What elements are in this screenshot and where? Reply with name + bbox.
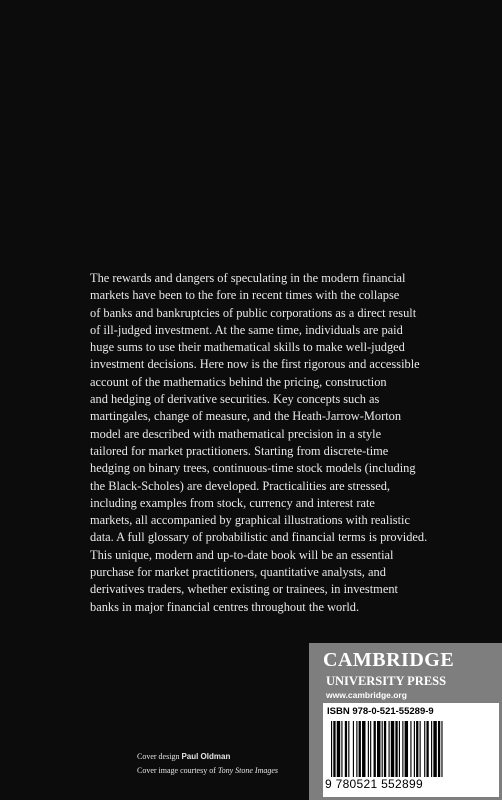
cover-credits [137,750,278,778]
blurb-line: This unique, modern and up-to-date book will be an essential [90,547,394,562]
cover-design-label: Cover design [137,752,180,761]
publisher-panel [309,643,502,800]
blurb-line: the Black-Scholes) are developed. Practicalities are stressed, [90,478,391,493]
isbn-number: ISBN 978-0-521-55289-9 [327,706,434,717]
blurb-line: account of the mathematics behind the pricing, construction [90,374,387,389]
blurb-line: model are described with mathematical precision in a style [90,426,382,441]
blurb-line: markets, all accompanied by graphical illustrations with realistic [90,513,410,528]
cover-designer-name: Paul Oldman [181,752,231,761]
publisher-subtitle: UNIVERSITY PRESS [326,674,447,688]
barcode-digits: 9 780521 552899 [325,777,423,791]
blurb-text [90,270,482,616]
blurb-line: banks in major financial centres throughout the world. [90,599,360,614]
publisher-logo: CAMBRIDGE [323,649,455,671]
blurb-line: markets have been to the fore in recent times with the collapse [90,288,400,303]
barcode-box [323,703,499,797]
blurb-line: of banks and bankruptcies of public corporations as a direct result [90,305,417,320]
cover-image-source: Tony Stone Images [217,766,279,775]
cover-design-credit [137,750,278,764]
blurb-line: derivatives traders, whether existing or trainees, in investment [90,582,398,597]
blurb-line: and hedging of derivative securities. Key concepts such as [90,392,380,407]
blurb-line: hedging on binary trees, continuous-time stock models (including [90,461,416,476]
blurb-line: martingales, change of measure, and the Heath-Jarrow-Morton [90,409,402,424]
blurb-line: purchase for market practitioners, quantitative analysts, and [90,565,386,580]
blurb-line: including examples from stock, currency and interest rate [90,495,375,510]
blurb-line: of ill-judged investment. At the same time, individuals are paid [90,322,403,337]
blurb-line: investment decisions. Here now is the first rigorous and accessible [90,357,420,372]
barcode-icon [331,721,491,777]
blurb-line: The rewards and dangers of speculating in the modern financial [90,271,406,285]
blurb-line: huge sums to use their mathematical skills to make well-judged [90,340,405,355]
blurb-line: tailored for market practitioners. Starting from discrete-time [90,443,389,458]
cover-image-label: Cover image courtesy of [137,766,216,775]
blurb-line: data. A full glossary of probabilistic and financial terms is provided. [90,530,428,545]
cover-image-credit [137,764,278,778]
publisher-url[interactable]: www.cambridge.org [326,690,407,700]
